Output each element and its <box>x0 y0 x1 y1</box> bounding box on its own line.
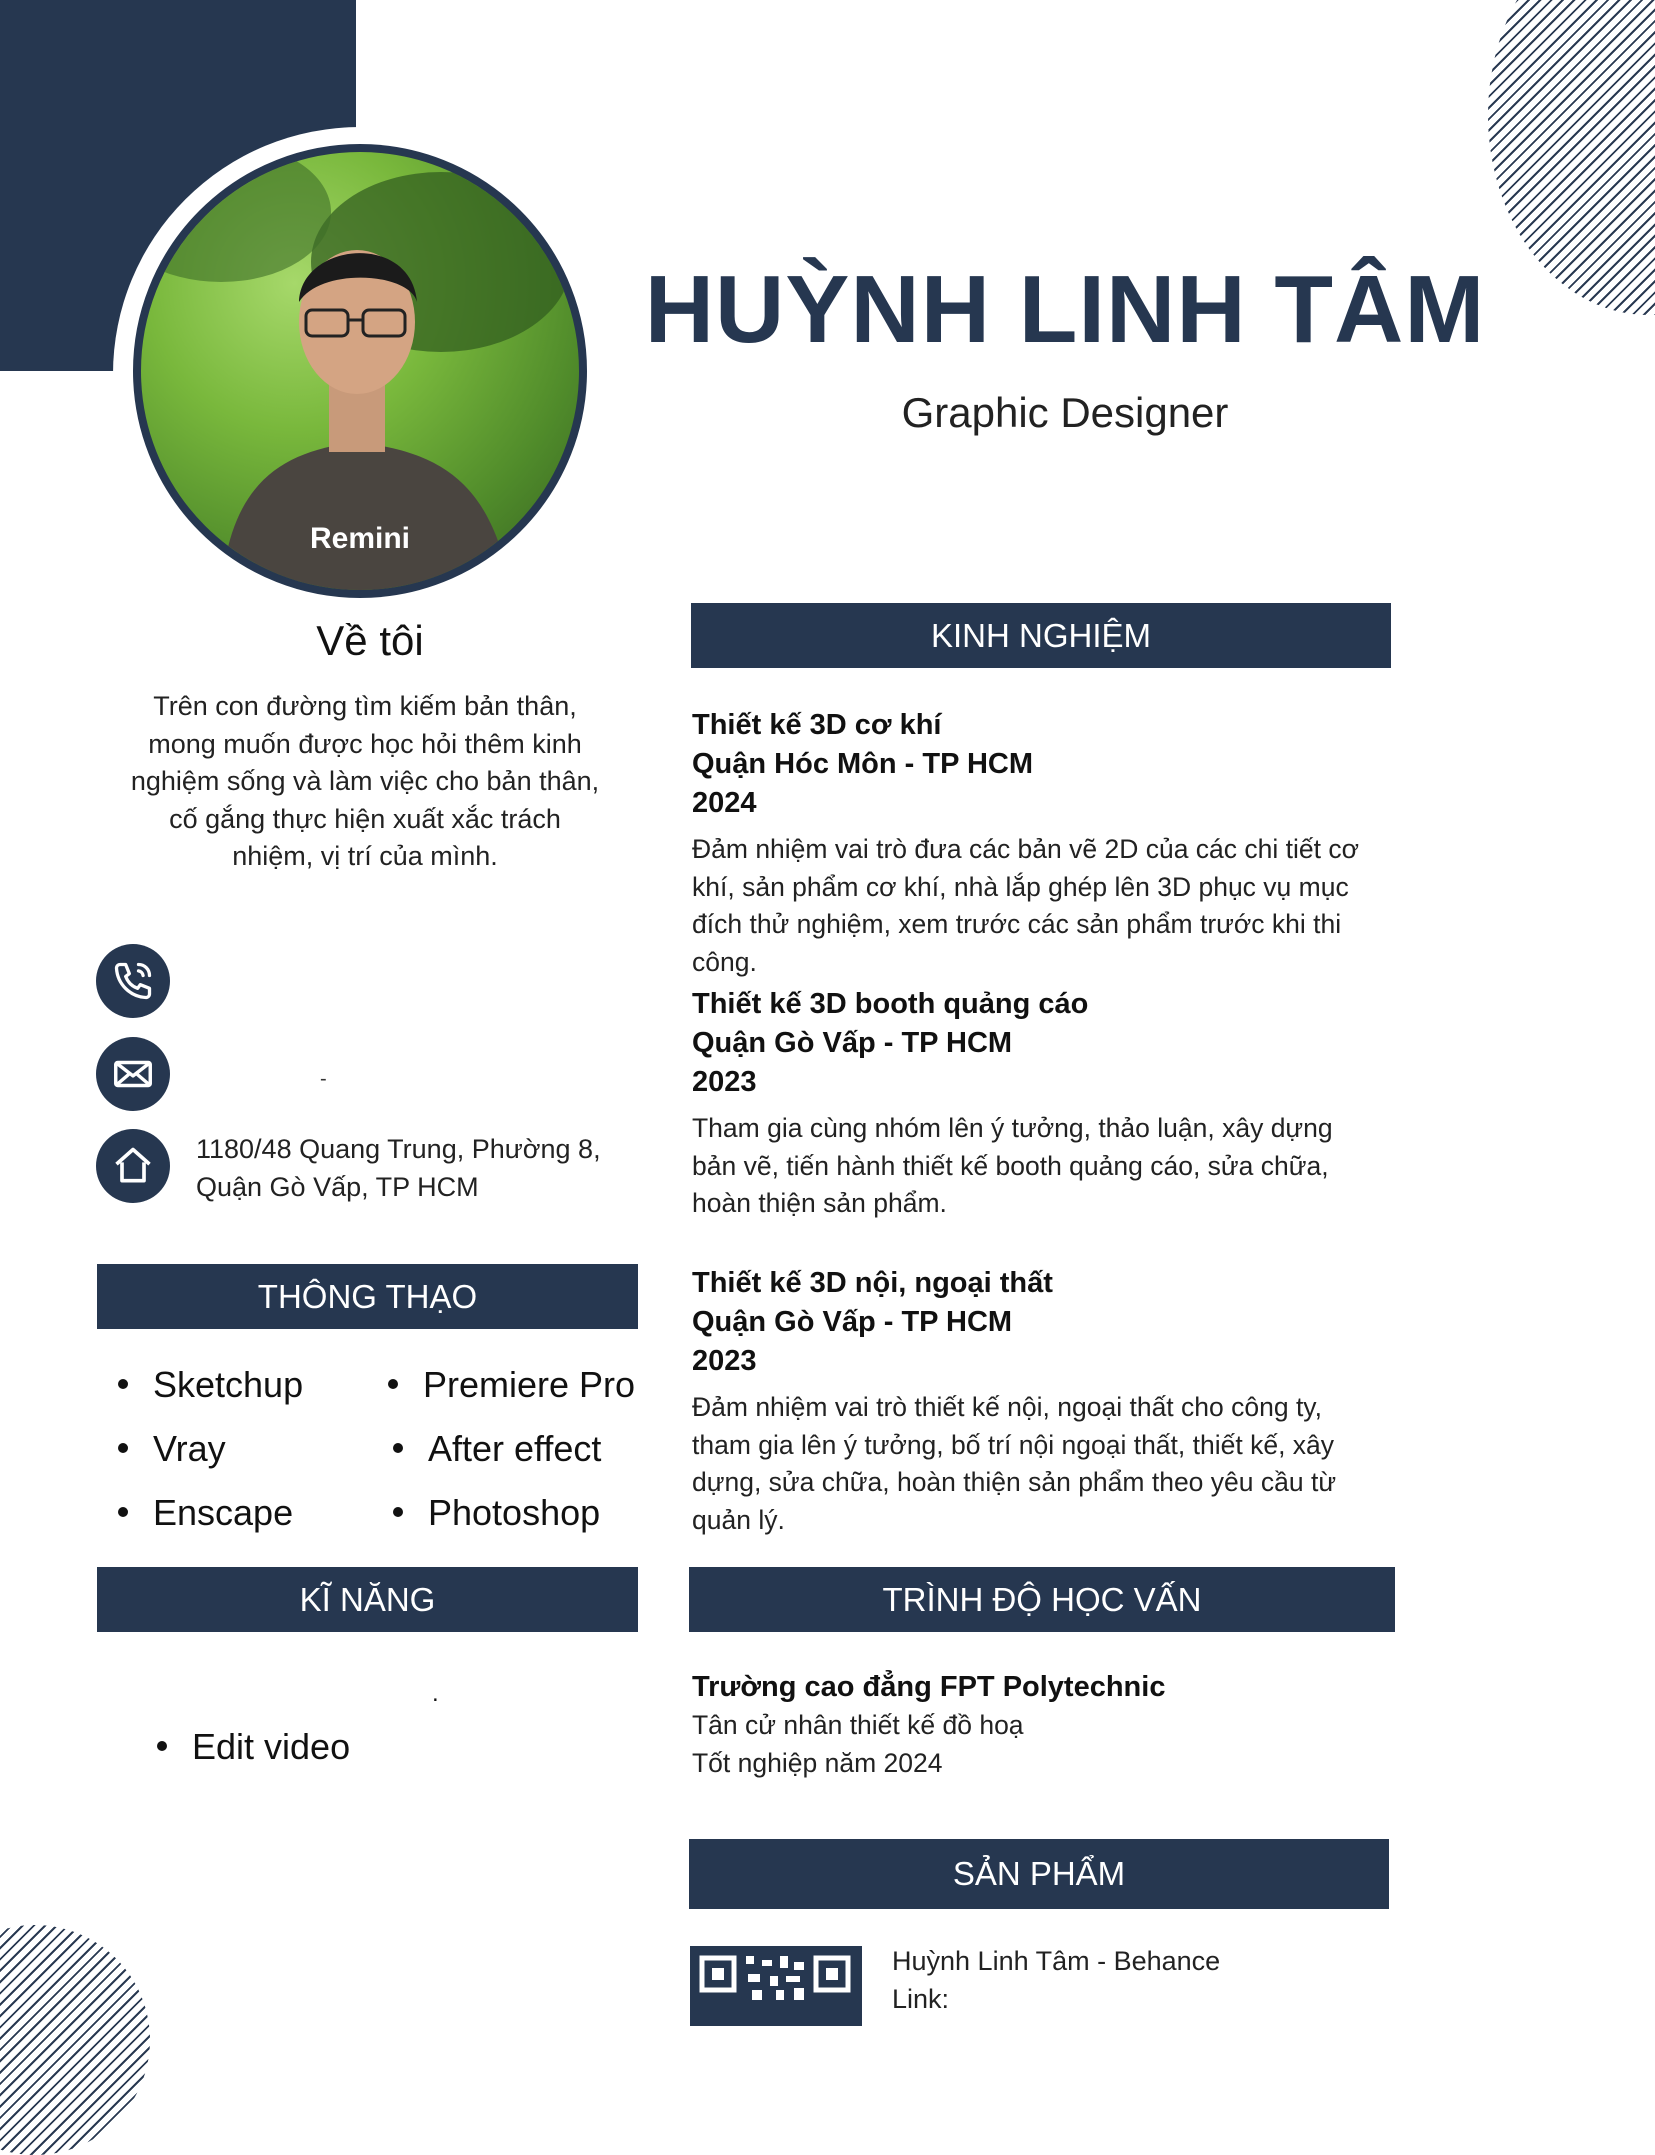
about-heading: Về tôi <box>316 617 424 664</box>
skills-header: KĨ NĂNG <box>97 1567 638 1632</box>
experience-year: 2024 <box>692 787 757 819</box>
behance-label: Huỳnh Linh Tâm - Behance <box>892 1946 1221 1976</box>
hatched-circle-decoration <box>0 1925 150 2155</box>
hatched-circle-decoration <box>1488 0 1655 315</box>
candidate-name: HUỲNH LINH TÂM <box>644 256 1486 363</box>
experience-item <box>692 1264 1392 1539</box>
photo-watermark: Remini <box>309 522 411 555</box>
list-item: Photoshop <box>393 1492 635 1556</box>
experience-item <box>692 706 1392 981</box>
school-name: Trường cao đẳng FPT Polytechnic <box>692 1671 1166 1703</box>
experience-place: Quận Gò Vấp - TP HCM <box>692 1027 1013 1059</box>
experience-role: Thiết kế 3D booth quảng cáo <box>692 988 1089 1020</box>
qr-code[interactable] <box>690 1946 862 2026</box>
list-item: Edit video <box>157 1726 350 1768</box>
proficiency-list-right <box>388 1364 635 1556</box>
address-line-2: Quận Gò Vấp, TP HCM <box>196 1172 479 1202</box>
experience-role: Thiết kế 3D cơ khí <box>692 709 942 741</box>
behance-link-label: Link: <box>892 1984 950 2014</box>
experience-description: Tham gia cùng nhóm lên ý tưởng, thảo luận, xây dựng bản vẽ, tiến hành thiết kế booth quảng cáo, sửa chữa, hoàn thiện sản phẩm. <box>692 1113 1333 1218</box>
home-icon <box>96 1129 170 1203</box>
mail-icon <box>96 1037 170 1111</box>
experience-description: Đảm nhiệm vai trò đưa các bản vẽ 2D của các chi tiết cơ khí, sản phẩm cơ khí, nhà lắp ghép lên 3D phục vụ mục đích thử nghiệm, xem trước các sản phẩm trước khi thi công. <box>692 834 1359 977</box>
products-header: SẢN PHẨM <box>689 1839 1389 1909</box>
list-item: After effect <box>393 1428 635 1492</box>
experience-header: KINH NGHIỆM <box>691 603 1391 668</box>
skills-dot: . <box>432 1680 439 1707</box>
address-line-1: 1180/48 Quang Trung, Phường 8, <box>196 1134 601 1164</box>
qr-pattern <box>690 1946 862 2000</box>
experience-description: Đảm nhiệm vai trò thiết kế nội, ngoại thất cho công ty, tham gia lên ý tưởng, bố trí nội ngoại thất, thiết kế, xây dựng, sửa chữa, hoàn thiện sản phẩm theo yêu cầu từ quản lý. <box>692 1392 1337 1535</box>
experience-item <box>692 985 1392 1223</box>
education-header: TRÌNH ĐỘ HỌC VẤN <box>689 1567 1395 1632</box>
list-item: Vray <box>118 1428 303 1492</box>
experience-role: Thiết kế 3D nội, ngoại thất <box>692 1267 1053 1299</box>
phone-icon <box>96 944 170 1018</box>
experience-place: Quận Gò Vấp - TP HCM <box>692 1306 1013 1338</box>
list-item: Sketchup <box>118 1364 303 1428</box>
proficiency-header: THÔNG THẠO <box>97 1264 638 1329</box>
experience-year: 2023 <box>692 1345 757 1377</box>
experience-year: 2023 <box>692 1066 757 1098</box>
list-item: Enscape <box>118 1492 303 1556</box>
email-address: - <box>320 1068 327 1090</box>
proficiency-list-left <box>118 1364 303 1556</box>
education-item <box>692 1668 1392 1782</box>
behance-link[interactable] <box>892 1942 1220 2018</box>
about-text: Trên con đường tìm kiếm bản thân, mong muốn được học hỏi thêm kinh nghiệm sống và làm việc cho bản thân, cố gắng thực hiện xuất xắc trách nhiệm, vị trí của mình. <box>130 691 600 871</box>
graduation-year: Tốt nghiệp năm 2024 <box>692 1747 943 1778</box>
profile-photo <box>133 144 587 598</box>
address <box>196 1130 636 1206</box>
job-title: Graphic Designer <box>901 389 1229 436</box>
experience-place: Quận Hóc Môn - TP HCM <box>692 748 1034 780</box>
list-item: Premiere Pro <box>388 1364 635 1428</box>
degree: Tân cử nhân thiết kế đồ hoạ <box>692 1710 1024 1740</box>
